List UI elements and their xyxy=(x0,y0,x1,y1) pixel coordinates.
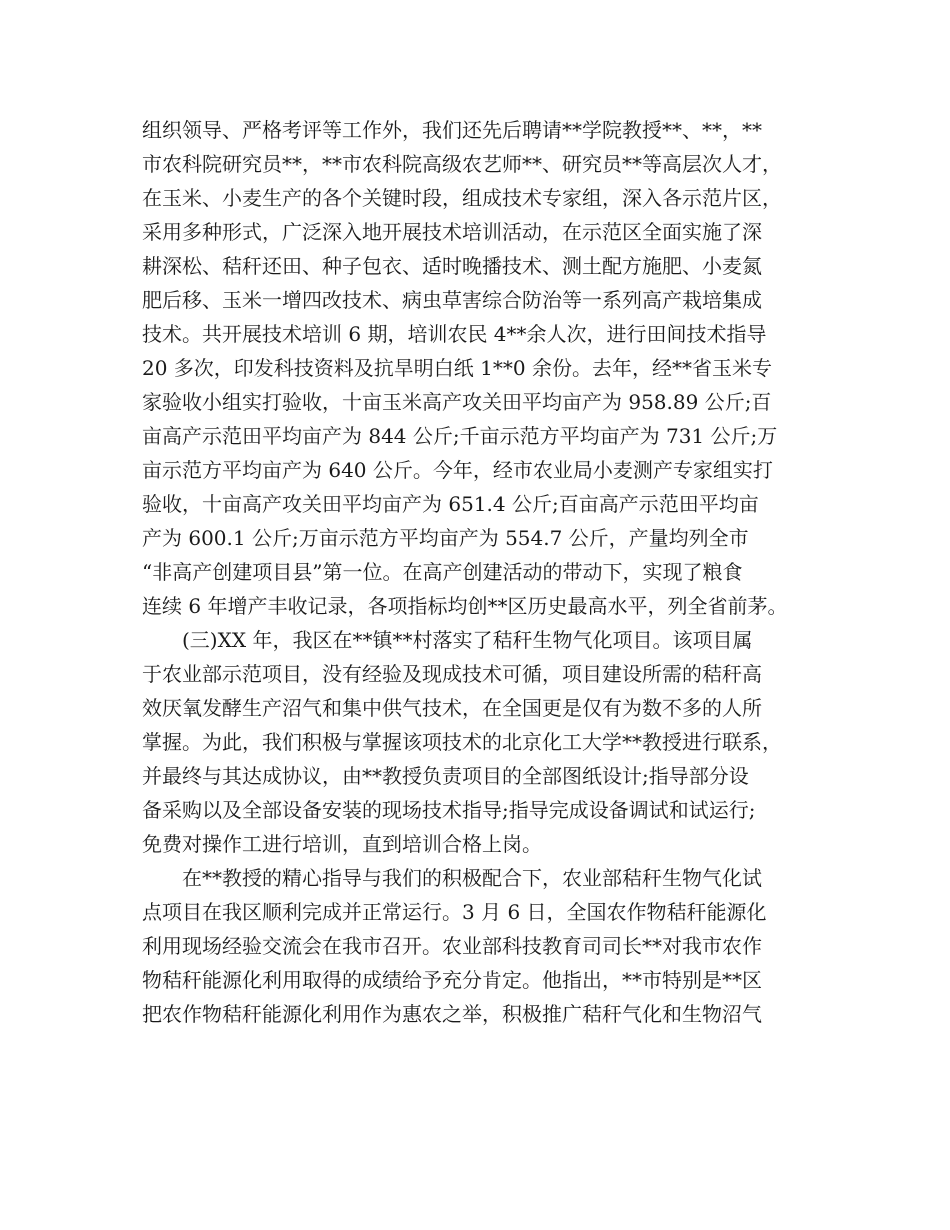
text-line: 耕深松、秸秆还田、种子包衣、适时晚播技术、测土配方施肥、小麦氮 xyxy=(142,254,762,278)
text-line: 把农作物秸秆能源化利用作为惠农之举，积极推广秸秆气化和生物沼气 xyxy=(142,1002,762,1026)
text-line: 于农业部示范项目，没有经验及现成技术可循，项目建设所需的秸秆高 xyxy=(142,662,762,686)
text-line: 免费对操作工进行培训，直到培训合格上岗。 xyxy=(142,832,542,856)
text-line: 连续 6 年增产丰收记录，各项指标均创**区历史最高水平，列全省前茅。 xyxy=(142,594,788,618)
text-line: 市农科院研究员**，**市农科院高级农艺师**、研究员**等高层次人才， xyxy=(142,152,782,176)
text-line: 备采购以及全部设备安装的现场技术指导;指导完成设备调试和试运行; xyxy=(142,798,756,822)
paragraph-1 xyxy=(142,113,832,623)
text-line: 技术。共开展技术培训 6 期，培训农民 4**余人次，进行田间技术指导 xyxy=(142,322,767,346)
text-line: “非高产创建项目县”第一位。在高产创建活动的带动下，实现了粮食 xyxy=(142,560,743,584)
text-line: 掌握。为此，我们积极与掌握该项技术的北京化工大学**教授进行联系， xyxy=(142,730,782,754)
text-line: 验收，十亩高产攻关田平均亩产为 651.4 公斤;百亩高产示范田平均亩 xyxy=(142,492,759,516)
text-line: 家验收小组实打验收，十亩玉米高产攻关田平均亩产为 958.89 公斤;百 xyxy=(142,390,772,414)
text-line: 采用多种形式，广泛深入地开展技术培训活动，在示范区全面实施了深 xyxy=(142,220,762,244)
text-line: 肥后移、玉米一增四改技术、病虫草害综合防治等一系列高产栽培集成 xyxy=(142,288,762,312)
paragraph-2 xyxy=(142,623,832,861)
text-line: 亩高产示范田平均亩产为 844 公斤;千亩示范方平均亩产为 731 公斤;万 xyxy=(142,424,778,448)
text-line: 亩示范方平均亩产为 640 公斤。今年，经市农业局小麦测产专家组实打 xyxy=(142,458,773,482)
text-line: 点项目在我区顺利完成并正常运行。3 月 6 日，全国农作物秸秆能源化 xyxy=(142,900,767,924)
text-line: 组织领导、严格考评等工作外，我们还先后聘请**学院教授**、**，** xyxy=(142,118,762,142)
text-line: 20 多次，印发科技资料及抗旱明白纸 1**0 余份。去年，经**省玉米专 xyxy=(142,356,772,380)
text-line: 效厌氧发酵生产沼气和集中供气技术，在全国更是仅有为数不多的人所 xyxy=(142,696,762,720)
text-line: 利用现场经验交流会在我市召开。农业部科技教育司司长**对我市农作 xyxy=(142,934,762,958)
text-line: 在**教授的精心指导与我们的积极配合下，农业部秸秆生物气化试 xyxy=(182,866,762,890)
text-line: 并最终与其达成协议，由**教授负责项目的全部图纸设计;指导部分设 xyxy=(142,764,749,788)
paragraph-3 xyxy=(142,861,832,1031)
text-line: (三)XX 年，我区在**镇**村落实了秸秆生物气化项目。该项目属 xyxy=(182,628,753,652)
text-line: 物秸秆能源化利用取得的成绩给予充分肯定。他指出，**市特别是**区 xyxy=(142,968,762,992)
document-body xyxy=(142,113,832,1031)
text-line: 在玉米、小麦生产的各个关键时段，组成技术专家组，深入各示范片区， xyxy=(142,186,782,210)
text-line: 产为 600.1 公斤;万亩示范方平均亩产为 554.7 公斤，产量均列全市 xyxy=(142,526,749,550)
